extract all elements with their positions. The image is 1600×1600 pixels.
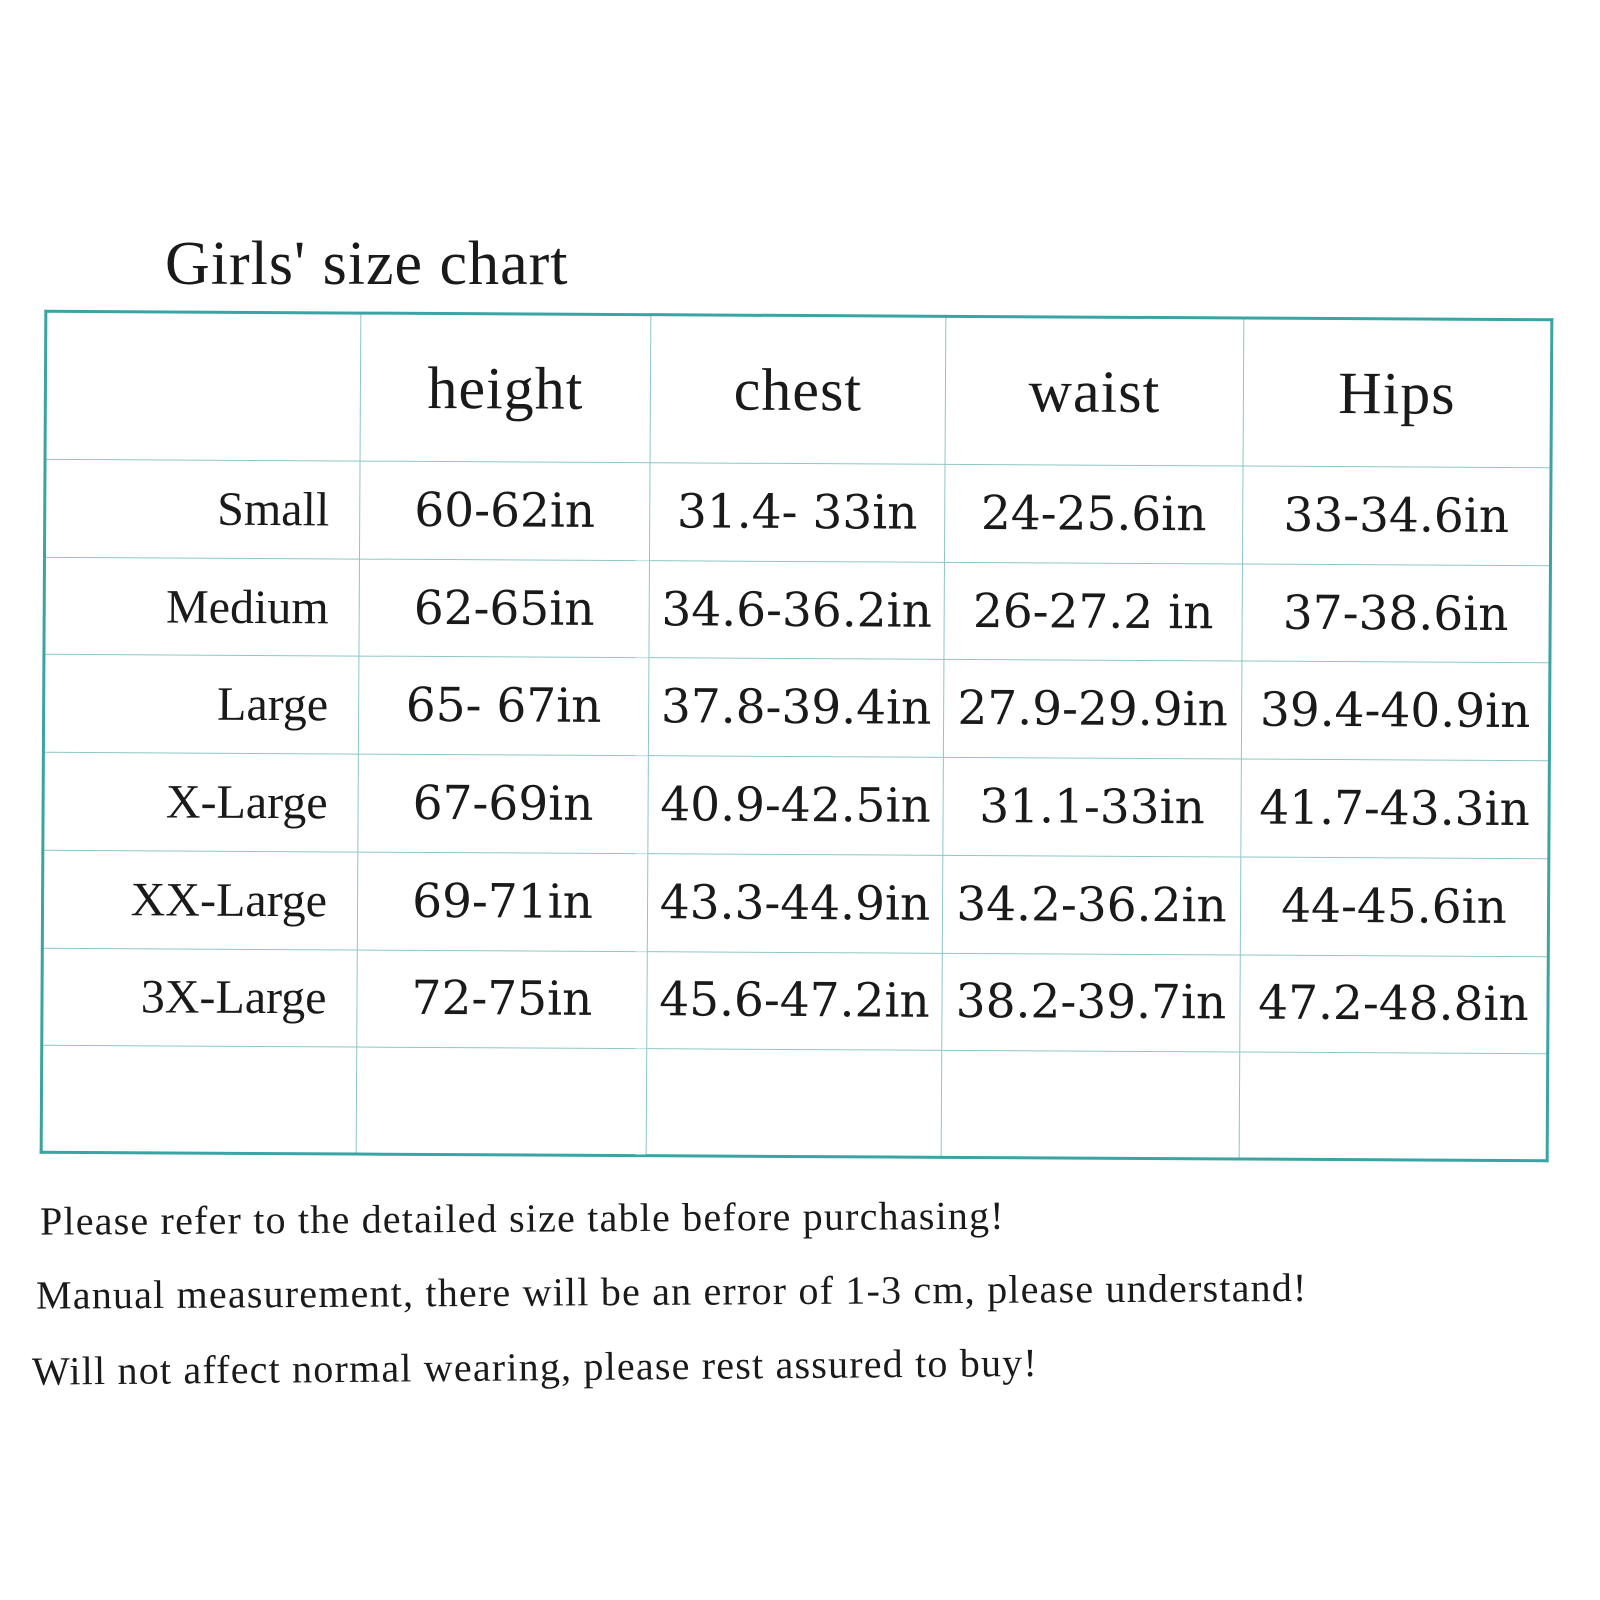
hips-cell: 41.7-43.3in xyxy=(1241,759,1550,858)
table-row xyxy=(44,557,1551,663)
empty-table-row xyxy=(41,1046,1548,1161)
table-row xyxy=(42,850,1549,956)
hips-cell: 33-34.6in xyxy=(1242,466,1551,565)
height-cell: 60-62in xyxy=(359,461,650,560)
size-table xyxy=(40,310,1554,1162)
size-label: Small xyxy=(44,459,360,558)
empty-cell xyxy=(41,1046,357,1155)
note-measurement-error: Manual measurement, there will be an error of 1-3 cm, please understand! xyxy=(35,1264,1308,1318)
empty-cell xyxy=(941,1051,1240,1159)
empty-cell xyxy=(356,1047,647,1155)
table-row xyxy=(44,459,1551,565)
page-title: Girls' size chart xyxy=(165,230,569,298)
hips-cell: 37-38.6in xyxy=(1242,564,1551,663)
height-cell: 69-71in xyxy=(357,852,648,951)
size-label: 3X-Large xyxy=(42,948,358,1047)
height-cell: 67-69in xyxy=(358,754,649,853)
table-row xyxy=(42,948,1549,1054)
size-label: X-Large xyxy=(43,752,359,851)
waist-cell: 26-27.2 in xyxy=(944,562,1243,661)
note-refer-size-table: Please refer to the detailed size table before purchasing! xyxy=(39,1192,1005,1244)
chest-cell: 40.9-42.5in xyxy=(648,756,944,855)
header-height: height xyxy=(360,313,651,463)
height-cell: 72-75in xyxy=(357,950,648,1049)
hips-cell: 44-45.6in xyxy=(1240,857,1549,956)
table-row xyxy=(43,752,1550,858)
chest-cell: 34.6-36.2in xyxy=(649,560,945,659)
chest-cell: 37.8-39.4in xyxy=(648,658,944,757)
header-chest: chest xyxy=(650,315,946,465)
note-rest-assured: Will not affect normal wearing, please rest assured to buy! xyxy=(31,1339,1039,1394)
chest-cell: 31.4- 33in xyxy=(649,463,945,562)
size-label: Medium xyxy=(44,557,360,656)
waist-cell: 24-25.6in xyxy=(944,464,1243,563)
hips-cell: 47.2-48.8in xyxy=(1240,955,1549,1054)
size-label: XX-Large xyxy=(42,850,358,949)
waist-cell: 31.1-33in xyxy=(943,757,1242,856)
hips-cell: 39.4-40.9in xyxy=(1241,661,1550,760)
header-hips: Hips xyxy=(1243,318,1552,468)
height-cell: 62-65in xyxy=(359,559,650,658)
header-waist: waist xyxy=(945,316,1244,466)
chest-cell: 45.6-47.2in xyxy=(647,951,943,1050)
chest-cell: 43.3-44.9in xyxy=(647,853,943,952)
notes-section xyxy=(32,1180,1572,1402)
waist-cell: 27.9-29.9in xyxy=(943,660,1242,759)
waist-cell: 38.2-39.7in xyxy=(942,953,1241,1052)
header-corner-cell xyxy=(45,311,361,461)
size-label: Large xyxy=(43,655,359,754)
table-row xyxy=(43,655,1550,761)
table-header-row xyxy=(45,311,1552,467)
size-chart xyxy=(40,310,1551,1162)
empty-cell xyxy=(646,1049,942,1157)
height-cell: 65- 67in xyxy=(358,656,649,755)
waist-cell: 34.2-36.2in xyxy=(942,855,1241,954)
empty-cell xyxy=(1239,1052,1548,1160)
